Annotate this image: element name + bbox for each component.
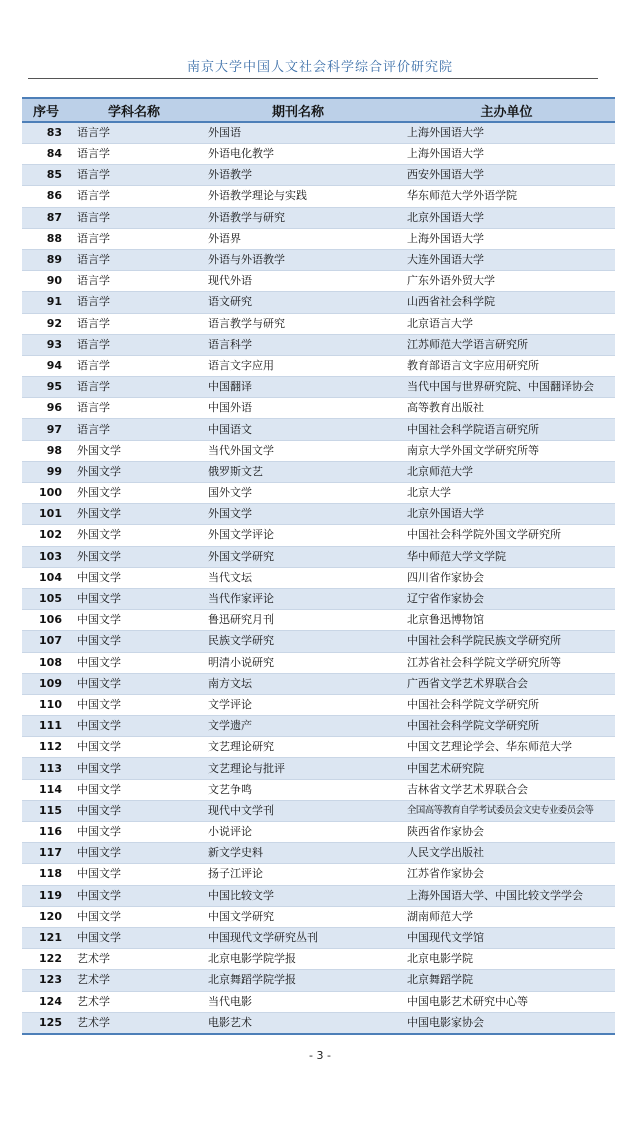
row-subject: 中国文学 — [70, 758, 198, 779]
row-index: 110 — [22, 694, 70, 715]
row-index: 120 — [22, 906, 70, 927]
row-organizer: 北京外国语大学 — [398, 207, 615, 228]
row-journal: 当代文坛 — [198, 567, 398, 588]
row-journal: 中国比较文学 — [198, 885, 398, 906]
row-journal: 新文学史料 — [198, 843, 398, 864]
table-row — [22, 207, 615, 228]
row-journal: 语言教学与研究 — [198, 313, 398, 334]
row-index: 93 — [22, 334, 70, 355]
table-row — [22, 673, 615, 694]
row-index: 95 — [22, 377, 70, 398]
table-row — [22, 122, 615, 144]
table-row — [22, 885, 615, 906]
row-organizer: 江苏省社会科学院文学研究所等 — [398, 652, 615, 673]
row-subject: 中国文学 — [70, 716, 198, 737]
row-index: 114 — [22, 779, 70, 800]
row-index: 94 — [22, 355, 70, 376]
row-index: 116 — [22, 822, 70, 843]
row-organizer: 华中师范大学文学院 — [398, 546, 615, 567]
row-index: 121 — [22, 927, 70, 948]
row-subject: 语言学 — [70, 122, 198, 144]
row-index: 91 — [22, 292, 70, 313]
row-subject: 中国文学 — [70, 822, 198, 843]
table-row — [22, 440, 615, 461]
row-journal: 当代作家评论 — [198, 588, 398, 609]
row-index: 123 — [22, 970, 70, 991]
table-body — [22, 122, 615, 1034]
row-organizer: 中国文艺理论学会、华东师范大学 — [398, 737, 615, 758]
row-journal: 外语教学 — [198, 165, 398, 186]
row-journal: 扬子江评论 — [198, 864, 398, 885]
row-index: 108 — [22, 652, 70, 673]
table-row — [22, 864, 615, 885]
column-header-organizer: 主办单位 — [398, 98, 615, 122]
table-row — [22, 758, 615, 779]
table-row — [22, 567, 615, 588]
row-subject: 中国文学 — [70, 779, 198, 800]
row-journal: 北京电影学院学报 — [198, 949, 398, 970]
row-journal: 中国外语 — [198, 398, 398, 419]
row-journal: 中国语文 — [198, 419, 398, 440]
row-subject: 中国文学 — [70, 673, 198, 694]
row-subject: 语言学 — [70, 207, 198, 228]
table-row — [22, 165, 615, 186]
table-row — [22, 228, 615, 249]
row-index: 111 — [22, 716, 70, 737]
row-subject: 中国文学 — [70, 652, 198, 673]
row-organizer: 中国社会科学院文学研究所 — [398, 694, 615, 715]
row-subject: 中国文学 — [70, 927, 198, 948]
row-journal: 外语与外语教学 — [198, 249, 398, 270]
row-organizer: 大连外国语大学 — [398, 249, 615, 270]
row-organizer: 陕西省作家协会 — [398, 822, 615, 843]
row-index: 109 — [22, 673, 70, 694]
row-organizer: 西安外国语大学 — [398, 165, 615, 186]
row-journal: 外语界 — [198, 228, 398, 249]
row-journal: 中国翻译 — [198, 377, 398, 398]
row-subject: 外国文学 — [70, 440, 198, 461]
row-organizer: 广东外语外贸大学 — [398, 271, 615, 292]
row-organizer: 当代中国与世界研究院、中国翻译协会 — [398, 377, 615, 398]
table-row — [22, 610, 615, 631]
row-index: 112 — [22, 737, 70, 758]
row-organizer: 上海外国语大学、中国比较文学学会 — [398, 885, 615, 906]
row-subject: 中国文学 — [70, 610, 198, 631]
row-subject: 中国文学 — [70, 588, 198, 609]
row-index: 85 — [22, 165, 70, 186]
row-journal: 鲁迅研究月刊 — [198, 610, 398, 631]
row-subject: 艺术学 — [70, 970, 198, 991]
row-journal: 中国文学研究 — [198, 906, 398, 927]
row-organizer: 上海外国语大学 — [398, 144, 615, 165]
column-header-subject: 学科名称 — [70, 98, 198, 122]
table-row — [22, 525, 615, 546]
row-journal: 文学遗产 — [198, 716, 398, 737]
table-row — [22, 927, 615, 948]
row-journal: 外国语 — [198, 122, 398, 144]
row-journal: 俄罗斯文艺 — [198, 461, 398, 482]
row-subject: 中国文学 — [70, 864, 198, 885]
table-row — [22, 271, 615, 292]
row-subject: 外国文学 — [70, 504, 198, 525]
row-journal: 民族文学研究 — [198, 631, 398, 652]
row-journal: 外国文学研究 — [198, 546, 398, 567]
table-row — [22, 737, 615, 758]
row-organizer: 北京外国语大学 — [398, 504, 615, 525]
header-divider — [28, 78, 598, 79]
row-subject: 语言学 — [70, 313, 198, 334]
table-row — [22, 631, 615, 652]
row-organizer: 华东师范大学外语学院 — [398, 186, 615, 207]
row-journal: 外语教学与研究 — [198, 207, 398, 228]
row-organizer: 上海外国语大学 — [398, 228, 615, 249]
table-row — [22, 292, 615, 313]
row-journal: 外语电化教学 — [198, 144, 398, 165]
row-index: 105 — [22, 588, 70, 609]
row-subject: 外国文学 — [70, 525, 198, 546]
table-row — [22, 504, 615, 525]
row-organizer: 高等教育出版社 — [398, 398, 615, 419]
row-journal: 文艺理论与批评 — [198, 758, 398, 779]
row-index: 125 — [22, 1012, 70, 1034]
row-organizer: 北京舞蹈学院 — [398, 970, 615, 991]
row-subject: 语言学 — [70, 271, 198, 292]
row-subject: 中国文学 — [70, 843, 198, 864]
row-journal: 南方文坛 — [198, 673, 398, 694]
row-organizer: 辽宁省作家协会 — [398, 588, 615, 609]
row-index: 99 — [22, 461, 70, 482]
table-row — [22, 991, 615, 1012]
row-subject: 语言学 — [70, 398, 198, 419]
page-number: - 3 - — [309, 1049, 331, 1062]
row-index: 100 — [22, 483, 70, 504]
row-organizer: 北京语言大学 — [398, 313, 615, 334]
row-index: 88 — [22, 228, 70, 249]
table-row — [22, 906, 615, 927]
column-header-index: 序号 — [22, 98, 70, 122]
row-subject: 语言学 — [70, 334, 198, 355]
table-row — [22, 800, 615, 821]
row-organizer: 江苏师范大学语言研究所 — [398, 334, 615, 355]
table-row — [22, 186, 615, 207]
row-index: 86 — [22, 186, 70, 207]
row-subject: 外国文学 — [70, 461, 198, 482]
row-index: 98 — [22, 440, 70, 461]
table-row — [22, 652, 615, 673]
table-row — [22, 483, 615, 504]
row-organizer: 中国现代文学馆 — [398, 927, 615, 948]
row-subject: 中国文学 — [70, 567, 198, 588]
row-journal: 明清小说研究 — [198, 652, 398, 673]
page-header-title: 南京大学中国人文社会科学综合评价研究院 — [186, 60, 453, 75]
row-organizer: 中国艺术研究院 — [398, 758, 615, 779]
journal-table — [22, 97, 615, 1035]
row-index: 102 — [22, 525, 70, 546]
row-organizer: 中国社会科学院文学研究所 — [398, 716, 615, 737]
row-index: 106 — [22, 610, 70, 631]
table-row — [22, 716, 615, 737]
row-index: 84 — [22, 144, 70, 165]
row-index: 122 — [22, 949, 70, 970]
table-row — [22, 334, 615, 355]
row-organizer: 吉林省文学艺术界联合会 — [398, 779, 615, 800]
row-organizer: 广西省文学艺术界联合会 — [398, 673, 615, 694]
row-journal: 现代中文学刊 — [198, 800, 398, 821]
table-header — [22, 98, 615, 122]
row-subject: 语言学 — [70, 419, 198, 440]
row-subject: 语言学 — [70, 355, 198, 376]
table-row — [22, 249, 615, 270]
row-journal: 外国文学 — [198, 504, 398, 525]
table-row — [22, 843, 615, 864]
row-index: 117 — [22, 843, 70, 864]
table-row — [22, 546, 615, 567]
row-organizer: 中国社会科学院外国文学研究所 — [398, 525, 615, 546]
row-organizer: 四川省作家协会 — [398, 567, 615, 588]
row-journal: 小说评论 — [198, 822, 398, 843]
row-journal: 当代电影 — [198, 991, 398, 1012]
row-subject: 语言学 — [70, 144, 198, 165]
row-subject: 艺术学 — [70, 1012, 198, 1034]
row-index: 96 — [22, 398, 70, 419]
row-organizer: 江苏省作家协会 — [398, 864, 615, 885]
row-index: 103 — [22, 546, 70, 567]
row-subject: 外国文学 — [70, 546, 198, 567]
table-row — [22, 377, 615, 398]
row-organizer: 中国社会科学院民族文学研究所 — [398, 631, 615, 652]
table-row — [22, 588, 615, 609]
row-journal: 语文研究 — [198, 292, 398, 313]
row-journal: 现代外语 — [198, 271, 398, 292]
row-organizer: 中国电影家协会 — [398, 1012, 615, 1034]
table-row — [22, 313, 615, 334]
row-journal: 国外文学 — [198, 483, 398, 504]
row-journal: 中国现代文学研究丛刊 — [198, 927, 398, 948]
row-journal: 文艺理论研究 — [198, 737, 398, 758]
journal-table-container — [22, 97, 615, 1035]
row-index: 97 — [22, 419, 70, 440]
table-row — [22, 398, 615, 419]
row-organizer: 湖南师范大学 — [398, 906, 615, 927]
table-row — [22, 461, 615, 482]
row-organizer: 山西省社会科学院 — [398, 292, 615, 313]
row-index: 101 — [22, 504, 70, 525]
row-journal: 北京舞蹈学院学报 — [198, 970, 398, 991]
row-journal: 文艺争鸣 — [198, 779, 398, 800]
row-index: 107 — [22, 631, 70, 652]
row-subject: 语言学 — [70, 186, 198, 207]
row-subject: 语言学 — [70, 377, 198, 398]
row-organizer: 人民文学出版社 — [398, 843, 615, 864]
row-journal: 外国文学评论 — [198, 525, 398, 546]
row-subject: 中国文学 — [70, 800, 198, 821]
row-index: 119 — [22, 885, 70, 906]
row-organizer: 北京电影学院 — [398, 949, 615, 970]
row-index: 89 — [22, 249, 70, 270]
row-index: 113 — [22, 758, 70, 779]
table-row — [22, 1012, 615, 1034]
table-row — [22, 355, 615, 376]
row-index: 92 — [22, 313, 70, 334]
row-index: 124 — [22, 991, 70, 1012]
row-journal: 语言文字应用 — [198, 355, 398, 376]
row-index: 87 — [22, 207, 70, 228]
row-journal: 外语教学理论与实践 — [198, 186, 398, 207]
row-organizer: 中国电影艺术研究中心等 — [398, 991, 615, 1012]
row-subject: 艺术学 — [70, 991, 198, 1012]
row-subject: 中国文学 — [70, 631, 198, 652]
table-row — [22, 144, 615, 165]
row-index: 104 — [22, 567, 70, 588]
row-organizer: 上海外国语大学 — [398, 122, 615, 144]
row-subject: 中国文学 — [70, 906, 198, 927]
row-journal: 语言科学 — [198, 334, 398, 355]
row-subject: 中国文学 — [70, 737, 198, 758]
row-organizer: 南京大学外国文学研究所等 — [398, 440, 615, 461]
row-subject: 外国文学 — [70, 483, 198, 504]
row-subject: 中国文学 — [70, 885, 198, 906]
row-organizer: 北京大学 — [398, 483, 615, 504]
row-index: 83 — [22, 122, 70, 144]
row-index: 90 — [22, 271, 70, 292]
row-subject: 语言学 — [70, 249, 198, 270]
row-index: 118 — [22, 864, 70, 885]
row-organizer: 中国社会科学院语言研究所 — [398, 419, 615, 440]
row-organizer: 全国高等教育自学考试委员会文史专业委员会等 — [398, 800, 615, 821]
table-row — [22, 419, 615, 440]
row-journal: 电影艺术 — [198, 1012, 398, 1034]
table-row — [22, 694, 615, 715]
table-row — [22, 970, 615, 991]
row-journal: 文学评论 — [198, 694, 398, 715]
row-subject: 语言学 — [70, 228, 198, 249]
column-header-journal: 期刊名称 — [198, 98, 398, 122]
table-header-row — [22, 98, 615, 122]
row-subject: 语言学 — [70, 165, 198, 186]
row-subject: 艺术学 — [70, 949, 198, 970]
row-index: 115 — [22, 800, 70, 821]
row-organizer: 北京师范大学 — [398, 461, 615, 482]
table-row — [22, 822, 615, 843]
row-subject: 中国文学 — [70, 694, 198, 715]
row-organizer: 北京鲁迅博物馆 — [398, 610, 615, 631]
row-journal: 当代外国文学 — [198, 440, 398, 461]
row-organizer: 教育部语言文字应用研究所 — [398, 355, 615, 376]
table-row — [22, 779, 615, 800]
table-row — [22, 949, 615, 970]
row-subject: 语言学 — [70, 292, 198, 313]
